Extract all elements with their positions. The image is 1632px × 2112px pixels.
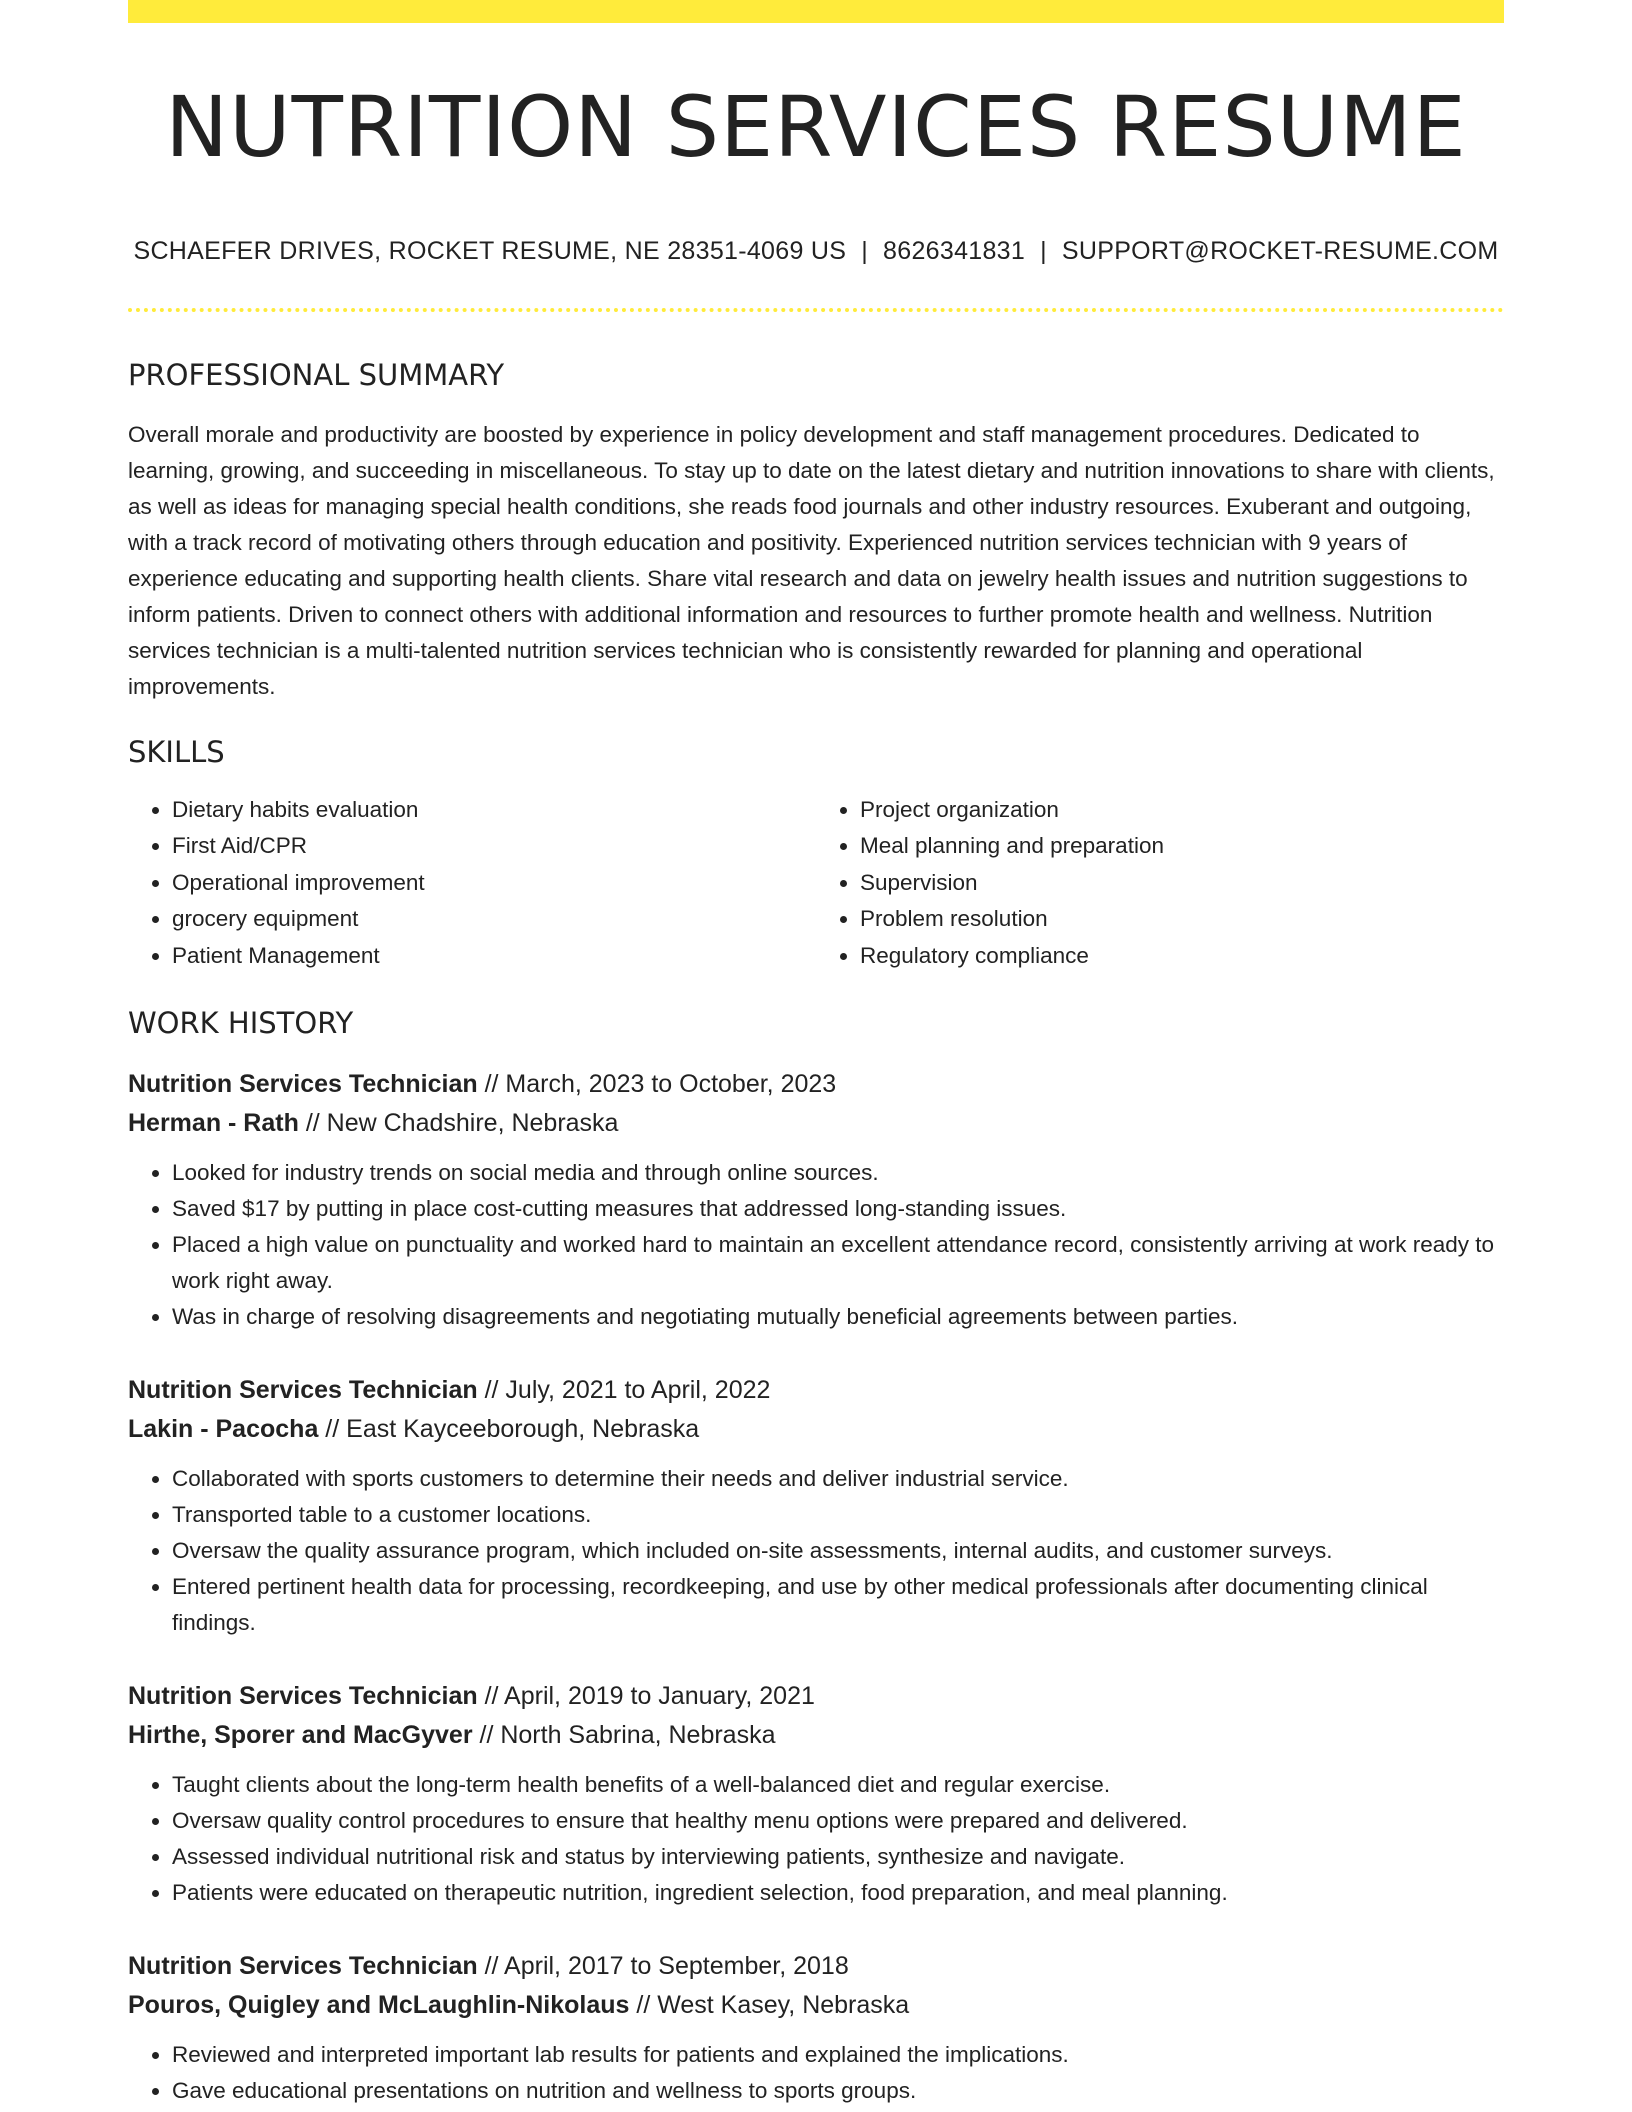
job-dates: // April, 2017 to September, 2018 — [477, 1951, 849, 1980]
contact-separator: | — [861, 237, 869, 265]
contact-address: SCHAEFER DRIVES, ROCKET RESUME, NE 28351-4069 US — [133, 237, 847, 265]
skill-item: • Patient Management — [172, 938, 816, 975]
job-title: Nutrition Services Technician — [128, 1069, 478, 1098]
job-company-line — [128, 1410, 1504, 1449]
skill-item: • Dietary habits evaluation — [172, 792, 816, 829]
job-location: // New Chadshire, Nebraska — [298, 1108, 619, 1137]
job-title-line — [128, 1677, 1504, 1716]
resume-title: NUTRITION SERVICES RESUME — [165, 78, 1467, 176]
job-entry — [128, 1065, 1504, 1335]
skill-item: • Supervision — [860, 865, 1504, 902]
job-bullet: • Oversaw quality control procedures to ensure that healthy menu options were prepared and delivered. — [172, 1803, 1504, 1839]
job-company: Herman - Rath — [128, 1108, 299, 1137]
contact-email: SUPPORT@ROCKET-RESUME.COM — [1061, 237, 1499, 265]
skill-item: • Meal planning and preparation — [860, 828, 1504, 865]
job-bullet: • Assessed individual nutritional risk and status by interviewing patients, synthesize and navigate. — [172, 1839, 1504, 1875]
job-company: Hirthe, Sporer and MacGyver — [128, 1720, 473, 1749]
contact-separator: | — [1040, 237, 1047, 265]
job-company-line — [128, 1716, 1504, 1755]
skills-heading: SKILLS — [128, 734, 225, 769]
job-bullet: • Gave educational presentations on nutrition and wellness to sports groups. — [172, 2073, 1504, 2109]
job-bullet: • Transported table to a customer locations. — [172, 1497, 1504, 1533]
job-bullet: • Entered pertinent health data for processing, recordkeeping, and use by other medical professionals after documenting clinical findings. — [172, 1569, 1504, 1641]
job-company: Pouros, Quigley and McLaughlin-Nikolaus — [128, 1990, 630, 2019]
job-location: // West Kasey, Nebraska — [629, 1990, 910, 2019]
job-title: Nutrition Services Technician — [128, 1375, 478, 1404]
skills-list-right — [816, 792, 1504, 975]
job-bullet: • Patients were educated on therapeutic nutrition, ingredient selection, food preparation, and meal planning. — [172, 1875, 1504, 1911]
job-location: // East Kayceeborough, Nebraska — [318, 1414, 700, 1443]
summary-heading: PROFESSIONAL SUMMARY — [128, 358, 505, 392]
job-company-line — [128, 1986, 1504, 2025]
job-company: Lakin - Pacocha — [128, 1414, 319, 1443]
dotted-divider — [128, 308, 1504, 312]
job-bullet: • Oversaw the quality assurance program, which included on-site assessments, internal audits, and customer surveys. — [172, 1533, 1504, 1569]
job-dates: // April, 2019 to January, 2021 — [477, 1681, 815, 1710]
job-entry — [128, 1947, 1504, 2109]
job-company-line — [128, 1104, 1504, 1143]
job-bullets — [128, 1767, 1504, 1911]
skills-grid — [128, 792, 1504, 975]
contact-line — [128, 237, 1504, 266]
contact-phone: 8626341831 — [883, 237, 1026, 265]
job-bullet: • Placed a high value on punctuality and worked hard to maintain an excellent attendance record, consistently arriving at work ready to work right away. — [172, 1227, 1504, 1299]
job-bullet: • Looked for industry trends on social media and through online sources. — [172, 1155, 1504, 1191]
job-bullet: • Reviewed and interpreted important lab results for patients and explained the implications. — [172, 2037, 1504, 2073]
job-entry — [128, 1371, 1504, 1641]
skill-item: • grocery equipment — [172, 901, 816, 938]
skill-item: • Project organization — [860, 792, 1504, 829]
job-title-line — [128, 1947, 1504, 1986]
job-bullet: • Saved $17 by putting in place cost-cutting measures that addressed long-standing issues. — [172, 1191, 1504, 1227]
job-title: Nutrition Services Technician — [128, 1951, 478, 1980]
skill-item: • Problem resolution — [860, 901, 1504, 938]
job-bullet: • Collaborated with sports customers to determine their needs and deliver industrial service. — [172, 1461, 1504, 1497]
job-bullet: • Was in charge of resolving disagreements and negotiating mutually beneficial agreements between parties. — [172, 1299, 1504, 1335]
work-history-heading: WORK HISTORY — [128, 1006, 354, 1041]
skill-item: • Regulatory compliance — [860, 938, 1504, 975]
resume-page — [128, 0, 1504, 2109]
job-bullets — [128, 1155, 1504, 1335]
skill-item: • Operational improvement — [172, 865, 816, 902]
accent-top-bar — [128, 0, 1504, 23]
skill-item: • First Aid/CPR — [172, 828, 816, 865]
skills-list-left — [128, 792, 816, 975]
job-dates: // March, 2023 to October, 2023 — [477, 1069, 837, 1098]
job-location: // North Sabrina, Nebraska — [472, 1720, 776, 1749]
job-bullets — [128, 1461, 1504, 1641]
job-title-line — [128, 1065, 1504, 1104]
job-bullet: • Taught clients about the long-term health benefits of a well-balanced diet and regular exercise. — [172, 1767, 1504, 1803]
job-title-line — [128, 1371, 1504, 1410]
work-history-list — [128, 1065, 1504, 2109]
job-dates: // July, 2021 to April, 2022 — [477, 1375, 771, 1404]
summary-text: Overall morale and productivity are boosted by experience in policy development and staff management procedures. Dedicated to learning, growing, and succeeding in miscellaneous. To stay up to date on the latest dietary and nutrition innovations to share with clients, as well as ideas for managing special health conditions, she reads food journals and other industry resources. Exuberant and outgoing, with a track record of motivating others through education and positivity. Experienced nutrition services technician with 9 years of experience educating and supporting health clients. Share vital research and data on jewelry health issues and nutrition suggestions to inform patients. Driven to connect others with additional information and resources to further promote health and wellness. Nutrition services technician is a multi-talented nutrition services technician who is consistently rewarded for planning and operational improvements. — [128, 421, 1495, 699]
job-bullets — [128, 2037, 1504, 2109]
job-entry — [128, 1677, 1504, 1911]
job-title: Nutrition Services Technician — [128, 1681, 478, 1710]
